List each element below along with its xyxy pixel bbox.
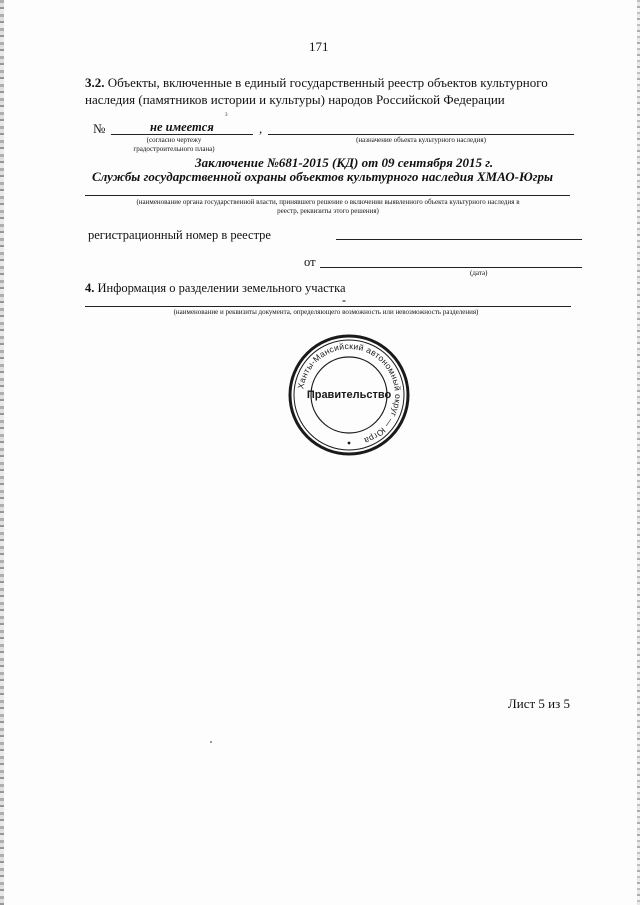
object-superscript: 3 [225, 113, 228, 118]
section4-caption: (наименование и реквизиты документа, определяющего возможность или невозможность разделения) [173, 308, 479, 316]
sheet-number: Лист 5 из 5 [507, 696, 570, 711]
section4-underline [85, 306, 571, 307]
conclusion-line1: Заключение №681-2015 (КД) от 09 сентября 2015 г. [195, 155, 494, 170]
caption-drawing-ref-2: градостроительного плана) [133, 145, 215, 153]
page-number: 171 [309, 39, 329, 54]
section4-value: - [342, 293, 346, 307]
object-comma: , [259, 121, 263, 136]
scan-speck [210, 741, 212, 743]
section4-title: Информация о разделении земельного участка [97, 281, 346, 295]
registry-from-label: от [304, 255, 316, 269]
object-purpose-underline [268, 134, 574, 135]
conclusion-line2: Службы государственной охраны объектов культурного наследия ХМАО-Югры [92, 169, 554, 184]
conclusion-caption-1: (наименование органа государственной власти, принявшего решение о включении выявленного объекта культурного наследия в [136, 198, 520, 206]
registry-label: регистрационный номер в реестре [88, 228, 271, 242]
section-title-line2: наследия (памятников истории и культуры) народов Российской Федерации [85, 92, 505, 107]
object-number-value: не имеется [150, 120, 214, 134]
seal-graphic [287, 333, 411, 457]
section-title-line1: Объекты, включенные в единый государственный реестр объектов культурного [107, 75, 548, 90]
caption-drawing-ref [118, 136, 230, 154]
object-number-underline [111, 134, 253, 135]
seal-center-text: Правительство [306, 389, 392, 401]
official-seal [287, 333, 411, 457]
section4-heading [85, 281, 346, 296]
section-heading [85, 74, 548, 108]
conclusion-caption [87, 198, 569, 216]
number-sign: № [93, 121, 106, 136]
caption-drawing-ref-1: (согласно чертежу [146, 136, 202, 144]
section-number: 3.2. [85, 75, 105, 90]
section4-number: 4. [85, 281, 95, 295]
conclusion-underline [85, 195, 570, 196]
seal-star-mark [348, 442, 351, 445]
seal-ring-text: Ханты-Мансийский автономный округ — Югра [295, 340, 404, 447]
scan-edge-left [0, 0, 4, 905]
registry-date-caption: (дата) [470, 269, 488, 277]
caption-object-purpose: (назначение объекта культурного наследия) [356, 136, 486, 144]
registry-number-underline [336, 239, 582, 240]
conclusion-caption-2: реестр, реквизиты этого решения) [277, 207, 379, 215]
registry-date-underline [320, 267, 582, 268]
